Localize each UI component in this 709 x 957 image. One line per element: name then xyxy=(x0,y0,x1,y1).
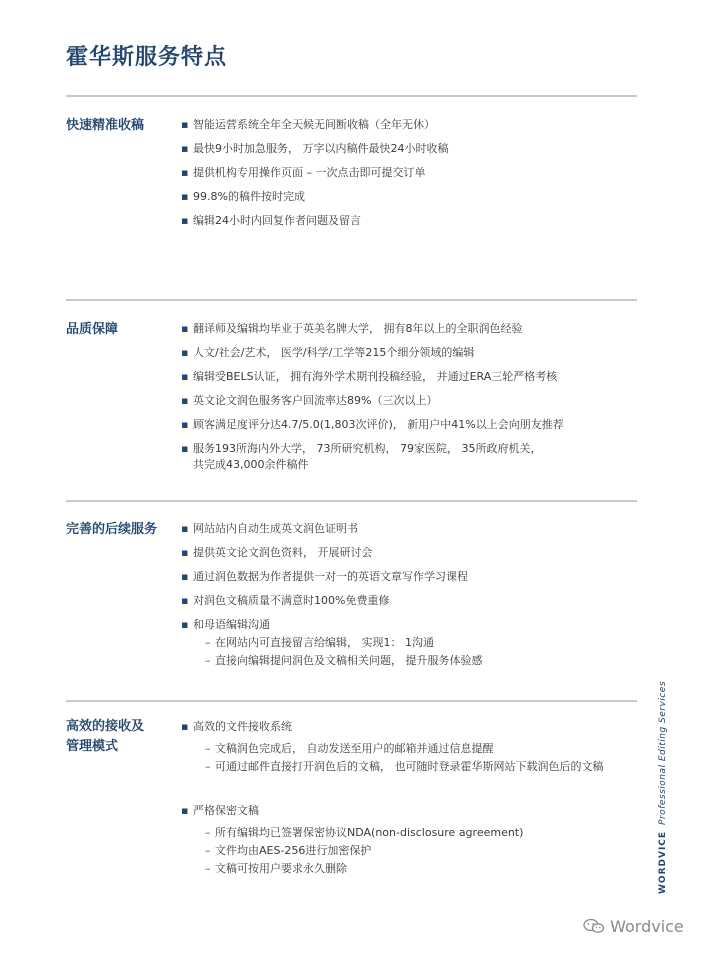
bullet-icon: ▪ xyxy=(181,442,189,455)
sub-item: – 所有编辑均已签署保密协议NDA(non-disclosure agreement) xyxy=(205,826,524,839)
watermark-text: Wordvice xyxy=(610,917,684,936)
bullet-icon: ▪ xyxy=(181,594,189,607)
list-item: ▪ 99.8%的稿件按时完成 xyxy=(181,190,305,203)
list-item: ▪ 高效的文件接收系统 – 文稿润色完成后， 自动发送至用户的邮箱并通过信息提醒 – 可通过邮件直接打开润色后的文稿， 也可随时登录霍华斯网站下载润色后的文稿 xyxy=(181,719,641,775)
divider xyxy=(66,95,637,97)
bullet-icon: ▪ xyxy=(181,370,189,383)
bullet-icon: ▪ xyxy=(181,190,189,203)
sub-item: – 文件均由AES-256进行加密保护 xyxy=(205,844,372,857)
bullet-icon: ▪ xyxy=(181,418,189,431)
side-brand-tagline: Professional Editing Services xyxy=(658,680,668,825)
section-heading-quality: 品质保障 xyxy=(66,322,119,337)
dash-icon: – xyxy=(205,654,211,667)
list-item: ▪ 人文/社会/艺术， 医学/科学/工学等215个细分领域的编辑 xyxy=(181,346,475,359)
dash-icon: – xyxy=(205,742,211,755)
section-heading-followup: 完善的后续服务 xyxy=(66,522,158,537)
list-item: ▪ 和母语编辑沟通 – 在网站内可直接留言给编辑， 实现1： 1沟通 – 直接向编辑提问润色及文稿相关问题， 提升服务体验感 xyxy=(181,617,641,669)
section-heading-fast: 快速精准收稿 xyxy=(66,118,145,133)
section-list-management xyxy=(181,719,641,885)
section-list-fast xyxy=(181,117,641,237)
bullet-icon: ▪ xyxy=(181,522,189,535)
section-list-quality xyxy=(181,321,641,481)
bullet-icon: ▪ xyxy=(181,394,189,407)
list-item: ▪ 网站站内自动生成英文润色证明书 xyxy=(181,522,358,535)
bullet-icon: ▪ xyxy=(181,214,189,227)
sub-item: – 直接向编辑提问润色及文稿相关问题， 提升服务体验感 xyxy=(205,654,483,667)
list-item: ▪ 提供英文论文润色资料， 开展研讨会 xyxy=(181,546,373,559)
watermark xyxy=(583,917,684,936)
bullet-icon: ▪ xyxy=(181,618,189,631)
bullet-icon: ▪ xyxy=(181,804,189,817)
bullet-icon: ▪ xyxy=(181,166,189,179)
bullet-icon: ▪ xyxy=(181,720,189,733)
sub-item: – 可通过邮件直接打开润色后的文稿， 也可随时登录霍华斯网站下载润色后的文稿 xyxy=(205,760,604,773)
sub-item: – 文稿润色完成后， 自动发送至用户的邮箱并通过信息提醒 xyxy=(205,742,494,755)
list-item: ▪ 严格保密文稿 – 所有编辑均已签署保密协议NDA(non-disclosure agreement) – 文件均由AES-256进行加密保护 – 文稿可按用户要求永久删除 xyxy=(181,803,641,877)
side-branding xyxy=(658,681,668,894)
bullet-icon: ▪ xyxy=(181,346,189,359)
bullet-icon: ▪ xyxy=(181,118,189,131)
list-item: ▪ 翻译师及编辑均毕业于英美名牌大学， 拥有8年以上的全职润色经验 xyxy=(181,322,523,335)
section-heading-management: 高效的接收及 管理模式 xyxy=(66,719,145,754)
section-list-followup xyxy=(181,521,641,677)
sub-item: – 文稿可按用户要求永久删除 xyxy=(205,862,347,875)
dash-icon: – xyxy=(205,760,211,773)
divider xyxy=(66,299,637,301)
side-brand-name: WORDVICE xyxy=(658,830,668,894)
list-item: ▪ 通过润色数据为作者提供一对一的英语文章写作学习课程 xyxy=(181,570,468,583)
list-item: ▪ 顾客满足度评分达4.7/5.0(1,803次评价)， 新用户中41%以上会向朋友推荐 xyxy=(181,418,564,431)
list-item: ▪ 编辑24小时内回复作者问题及留言 xyxy=(181,214,361,227)
divider xyxy=(66,500,637,502)
list-item: ▪ 提供机构专用操作页面 – 一次点击即可提交订单 xyxy=(181,166,426,179)
list-item: ▪ 编辑受BELS认证， 拥有海外学术期刊投稿经验， 并通过ERA三轮严格考核 xyxy=(181,370,558,383)
dash-icon: – xyxy=(205,844,211,857)
dash-icon: – xyxy=(205,636,211,649)
list-item: ▪ 对润色文稿质量不满意时100%免费重修 xyxy=(181,594,390,607)
bullet-icon: ▪ xyxy=(181,142,189,155)
list-item: ▪ 英文论文润色服务客户回流率达89%（三次以上） xyxy=(181,394,438,407)
bullet-icon: ▪ xyxy=(181,546,189,559)
divider xyxy=(66,700,637,702)
wechat-icon xyxy=(583,918,605,934)
page-title: 霍华斯服务特点 xyxy=(66,45,228,70)
list-item: ▪ 服务193所海内外大学， 73所研究机构， 79家医院， 35所政府机关， 共完成43,000余件稿件 xyxy=(181,442,542,471)
list-item: ▪ 最快9小时加急服务， 万字以内稿件最快24小时收稿 xyxy=(181,142,449,155)
bullet-icon: ▪ xyxy=(181,322,189,335)
dash-icon: – xyxy=(205,862,211,875)
dash-icon: – xyxy=(205,826,211,839)
list-item: ▪ 智能运营系统全年全天候无间断收稿（全年无休） xyxy=(181,118,435,131)
sub-item: – 在网站内可直接留言给编辑， 实现1： 1沟通 xyxy=(205,636,434,649)
bullet-icon: ▪ xyxy=(181,570,189,583)
